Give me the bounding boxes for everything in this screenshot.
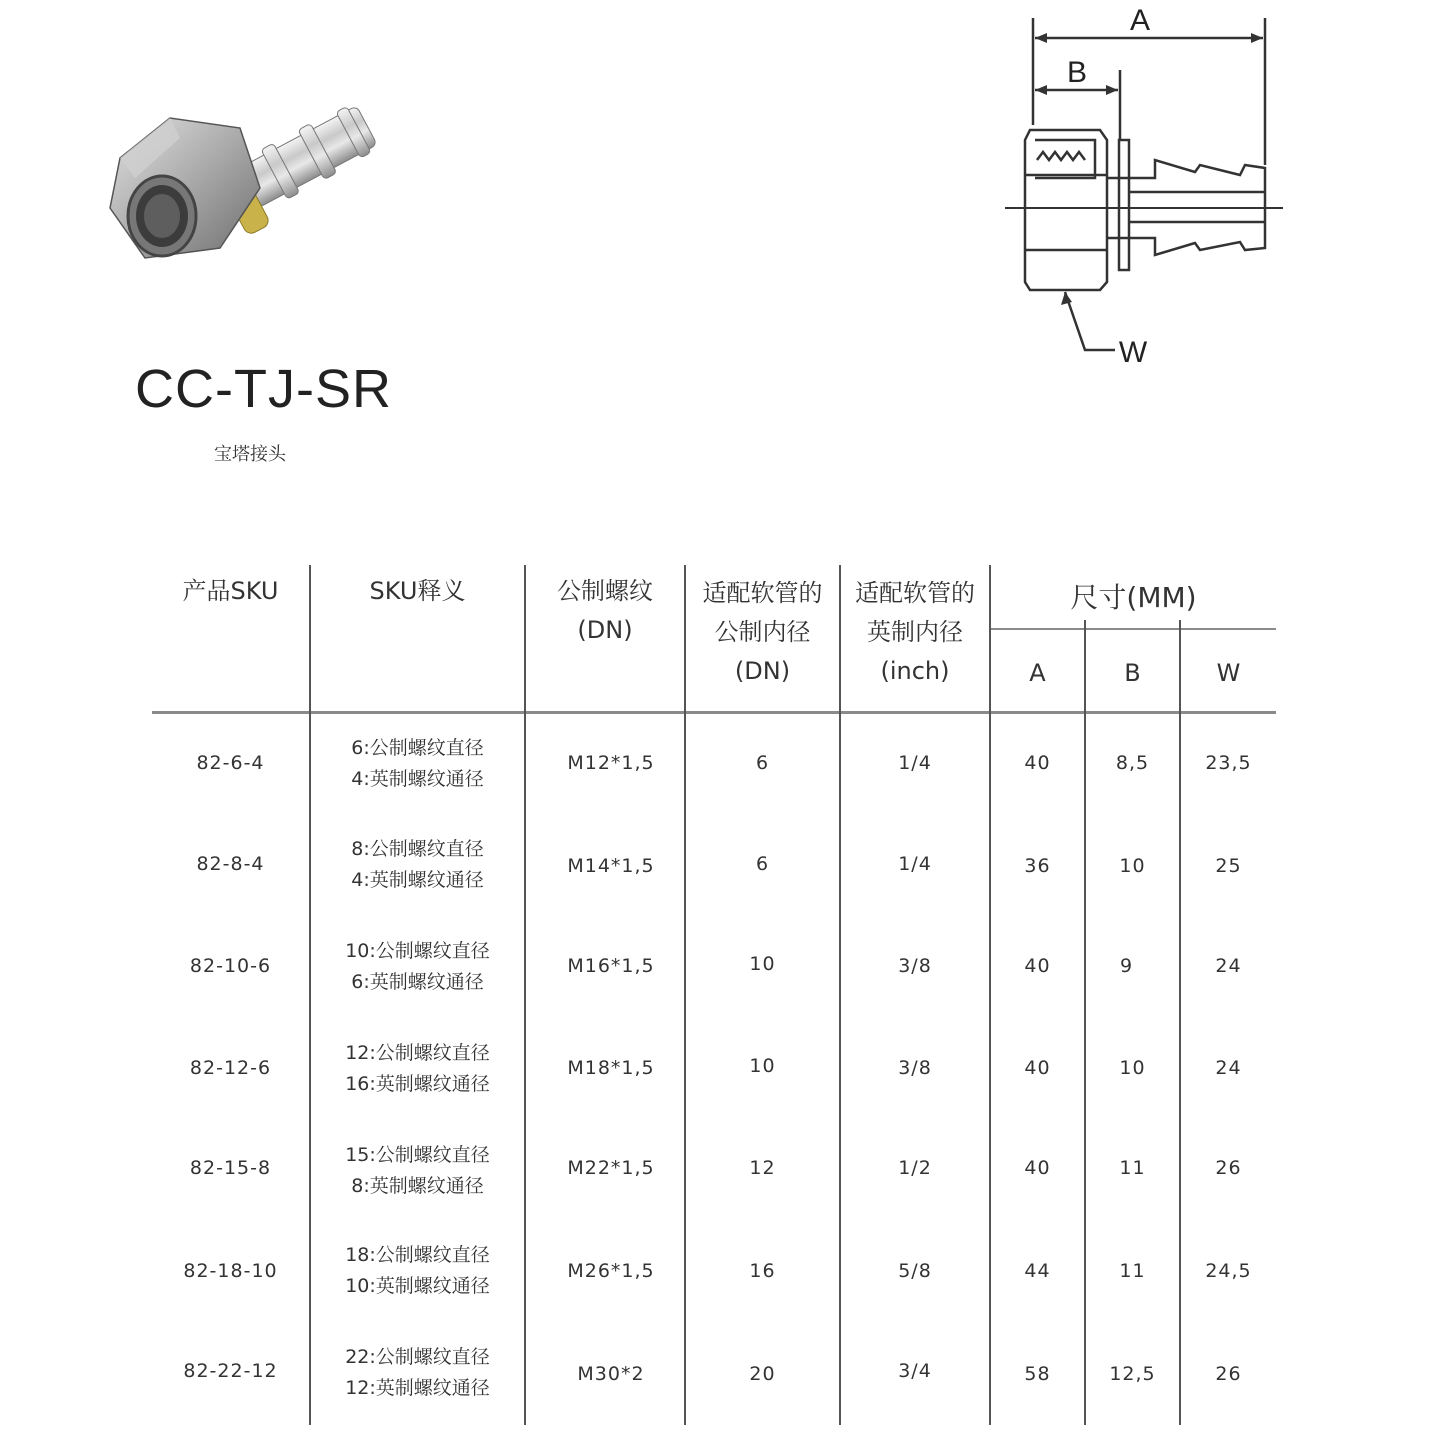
cell-thread: M22*1,5 [567,1157,655,1179]
cell-b: 12,5 [1109,1363,1156,1385]
cell-w: 26 [1215,1157,1242,1179]
cell-dn: 10 [749,1055,776,1077]
cell-inch: 3/4 [898,1360,932,1382]
header-hose-metric-line2: 公制内径 [714,618,811,646]
cell-inch: 5/8 [898,1260,932,1282]
cell-meaning-line2: 12:英制螺纹通径 [345,1377,490,1399]
cell-dn: 12 [749,1157,776,1179]
cell-dn: 16 [749,1260,776,1282]
cell-a: 40 [1024,1157,1051,1179]
cell-dn: 10 [749,953,776,975]
cell-sku: 82-8-4 [196,853,265,875]
cell-b: 10 [1119,1057,1146,1079]
cell-inch: 3/8 [898,955,932,977]
cell-b: 11 [1119,1260,1146,1282]
cell-meaning-line2: 4:英制螺纹通径 [351,869,484,891]
cell-meaning-line2: 6:英制螺纹通径 [351,971,484,993]
cell-meaning-line2: 4:英制螺纹通径 [351,768,484,790]
cell-meaning-line2: 16:英制螺纹通径 [345,1073,490,1095]
cell-a: 40 [1024,1057,1051,1079]
header-hose-metric-line1: 适配软管的 [702,579,823,607]
cell-sku: 82-10-6 [189,955,272,977]
cell-meaning-line1: 15:公制螺纹直径 [345,1144,490,1166]
header-thread-line2: (DN) [577,616,633,644]
header-hose-inch-line2: 英制内径 [867,618,963,646]
cell-a: 40 [1024,955,1051,977]
cell-thread: M16*1,5 [567,955,655,977]
cell-inch: 3/8 [898,1057,932,1079]
header-hose-inch-line3: (inch) [880,657,950,685]
cell-b: 11 [1119,1157,1146,1179]
cell-b: 10 [1119,855,1146,877]
cell-sku: 82-22-12 [183,1360,278,1382]
cell-a: 44 [1024,1260,1051,1282]
header-size-w: W [1216,659,1241,687]
cell-meaning-line1: 10:公制螺纹直径 [345,940,490,962]
header-size-b: B [1124,659,1141,687]
cell-sku: 82-15-8 [189,1157,272,1179]
cell-w: 24,5 [1205,1260,1252,1282]
cell-a: 40 [1024,752,1051,774]
header-sku: 产品SKU [182,577,279,605]
dimension-label-w: W [1118,336,1148,369]
cell-meaning-line1: 8:公制螺纹直径 [351,838,484,860]
cell-meaning-line1: 22:公制螺纹直径 [345,1346,490,1368]
header-thread-line1: 公制螺纹 [557,577,653,605]
cell-thread: M30*2 [577,1363,645,1385]
cell-w: 25 [1215,855,1242,877]
cell-thread: M26*1,5 [567,1260,655,1282]
cell-dn: 20 [749,1363,776,1385]
cell-thread: M12*1,5 [567,752,655,774]
cell-w: 24 [1215,1057,1242,1079]
product-photo [100,88,400,298]
header-size-a: A [1029,659,1046,687]
header-hose-inch-line1: 适配软管的 [855,579,975,607]
cell-w: 24 [1215,955,1242,977]
cell-thread: M14*1,5 [567,855,655,877]
cell-meaning-line1: 12:公制螺纹直径 [345,1042,490,1064]
technical-drawing [995,0,1295,380]
cell-inch: 1/2 [898,1157,932,1179]
cell-a: 36 [1024,855,1051,877]
cell-meaning-line2: 8:英制螺纹通径 [351,1175,484,1197]
cell-dn: 6 [755,752,770,774]
cell-meaning-line1: 6:公制螺纹直径 [351,737,484,759]
cell-dn: 6 [755,853,770,875]
cell-w: 23,5 [1205,752,1252,774]
header-size-group: 尺寸(MM) [1070,581,1197,614]
product-name-cn: 宝塔接头 [214,444,286,465]
dimension-label-b: B [1066,56,1088,89]
cell-sku: 82-12-6 [189,1057,272,1079]
cell-a: 58 [1024,1363,1051,1385]
cell-thread: M18*1,5 [567,1057,655,1079]
header-hose-metric-line3: (DN) [734,657,791,685]
cell-b: 8,5 [1115,752,1150,774]
cell-b: 9 [1119,955,1134,977]
product-model-title: CC-TJ-SR [135,359,392,419]
cell-sku: 82-18-10 [183,1260,278,1282]
cell-inch: 1/4 [898,853,932,875]
header-sku-meaning: SKU释义 [369,577,466,605]
cell-w: 26 [1215,1363,1242,1385]
cell-inch: 1/4 [898,752,932,774]
dimension-label-a: A [1129,4,1151,37]
cell-meaning-line1: 18:公制螺纹直径 [345,1244,490,1266]
cell-sku: 82-6-4 [196,752,265,774]
cell-meaning-line2: 10:英制螺纹通径 [345,1275,490,1297]
